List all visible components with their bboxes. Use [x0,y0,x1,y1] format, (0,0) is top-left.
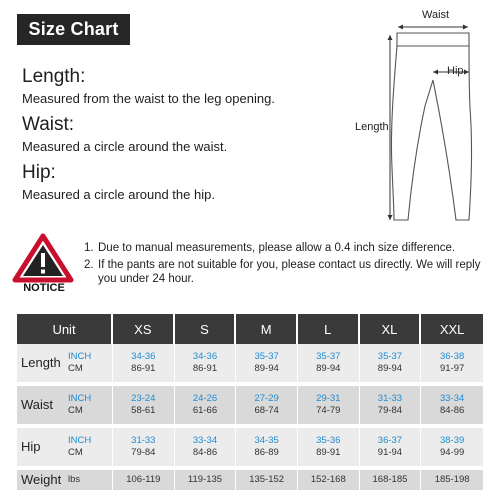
table-cell: 31-33 79-84 [113,428,175,470]
row-name: Length [21,355,61,370]
row-name: Waist [21,397,54,412]
notice-item [84,242,494,255]
table-cell: 185-198 [421,470,483,494]
table-cell: 36-38 91-97 [421,344,483,386]
table-header-row [17,314,483,344]
hip-label: Hip [447,65,464,77]
table-cell: 34-35 86-89 [236,428,298,470]
waist-label: Waist [422,9,450,21]
table-row [17,386,483,428]
table-cell: 33-34 84-86 [175,428,237,470]
notice-item-text: Due to manual measurements, please allow a 0.4 inch size difference. [98,242,456,254]
table-cell: 119-135 [175,470,237,494]
unit-inch: INCH [68,351,92,362]
unit-cm: CM [68,363,83,374]
notice-list [84,242,494,290]
row-header [17,470,113,494]
unit-lbs: lbs [68,474,81,485]
desc-length: Measured from the waist to the leg opening. [22,91,275,106]
notice-label: NOTICE [23,282,65,294]
table-cell: 35-37 89-94 [236,344,298,386]
header-cell: XL [360,314,422,344]
header-cell: S [175,314,237,344]
length-label: Length [355,121,389,133]
unit-inch: INCH [68,435,92,446]
header-cell: M [236,314,298,344]
table-cell: 34-36 86-91 [113,344,175,386]
leggings-outline-icon [350,8,500,230]
notice-item [84,259,494,286]
term-length: Length: [22,66,86,87]
row-name: Hip [21,439,41,454]
table-cell: 35-37 89-94 [298,344,360,386]
table-cell: 135-152 [236,470,298,494]
term-hip: Hip: [22,162,56,183]
table-row [17,428,483,470]
table-cell: 152-168 [298,470,360,494]
size-table [17,314,483,494]
table-row [17,470,483,494]
notice-item-number: 1. [84,242,94,254]
table-cell: 29-31 74-79 [298,386,360,428]
row-header [17,386,113,428]
unit-cm: CM [68,405,83,416]
table-cell: 24-26 61-66 [175,386,237,428]
table-cell: 35-36 89-91 [298,428,360,470]
table-cell: 23-24 58-61 [113,386,175,428]
header-cell: Unit [17,314,113,344]
unit-inch: INCH [68,393,92,404]
header-cell: XS [113,314,175,344]
table-cell: 27-29 68-74 [236,386,298,428]
table-cell: 31-33 79-84 [360,386,422,428]
notice-item-text: If the pants are not suitable for you, please contact us directly. We will reply you under 24 hour. [98,259,481,285]
header-cell: L [298,314,360,344]
desc-waist: Measured a circle around the waist. [22,139,228,154]
page-title: Size Chart [17,14,130,45]
table-cell: 33-34 84-86 [421,386,483,428]
leggings-diagram [350,8,500,230]
table-cell: 38-39 94-99 [421,428,483,470]
row-header [17,428,113,470]
header-cell: XXL [421,314,483,344]
notice-item-number: 2. [84,259,94,272]
table-row [17,344,483,386]
desc-hip: Measured a circle around the hip. [22,187,215,202]
table-cell: 34-36 86-91 [175,344,237,386]
unit-cm: CM [68,447,83,458]
row-header [17,344,113,386]
table-cell: 168-185 [360,470,422,494]
table-cell: 36-37 91-94 [360,428,422,470]
row-name: Weight [21,472,62,487]
table-cell: 35-37 89-94 [360,344,422,386]
table-cell: 106-119 [113,470,175,494]
term-waist: Waist: [22,114,75,135]
